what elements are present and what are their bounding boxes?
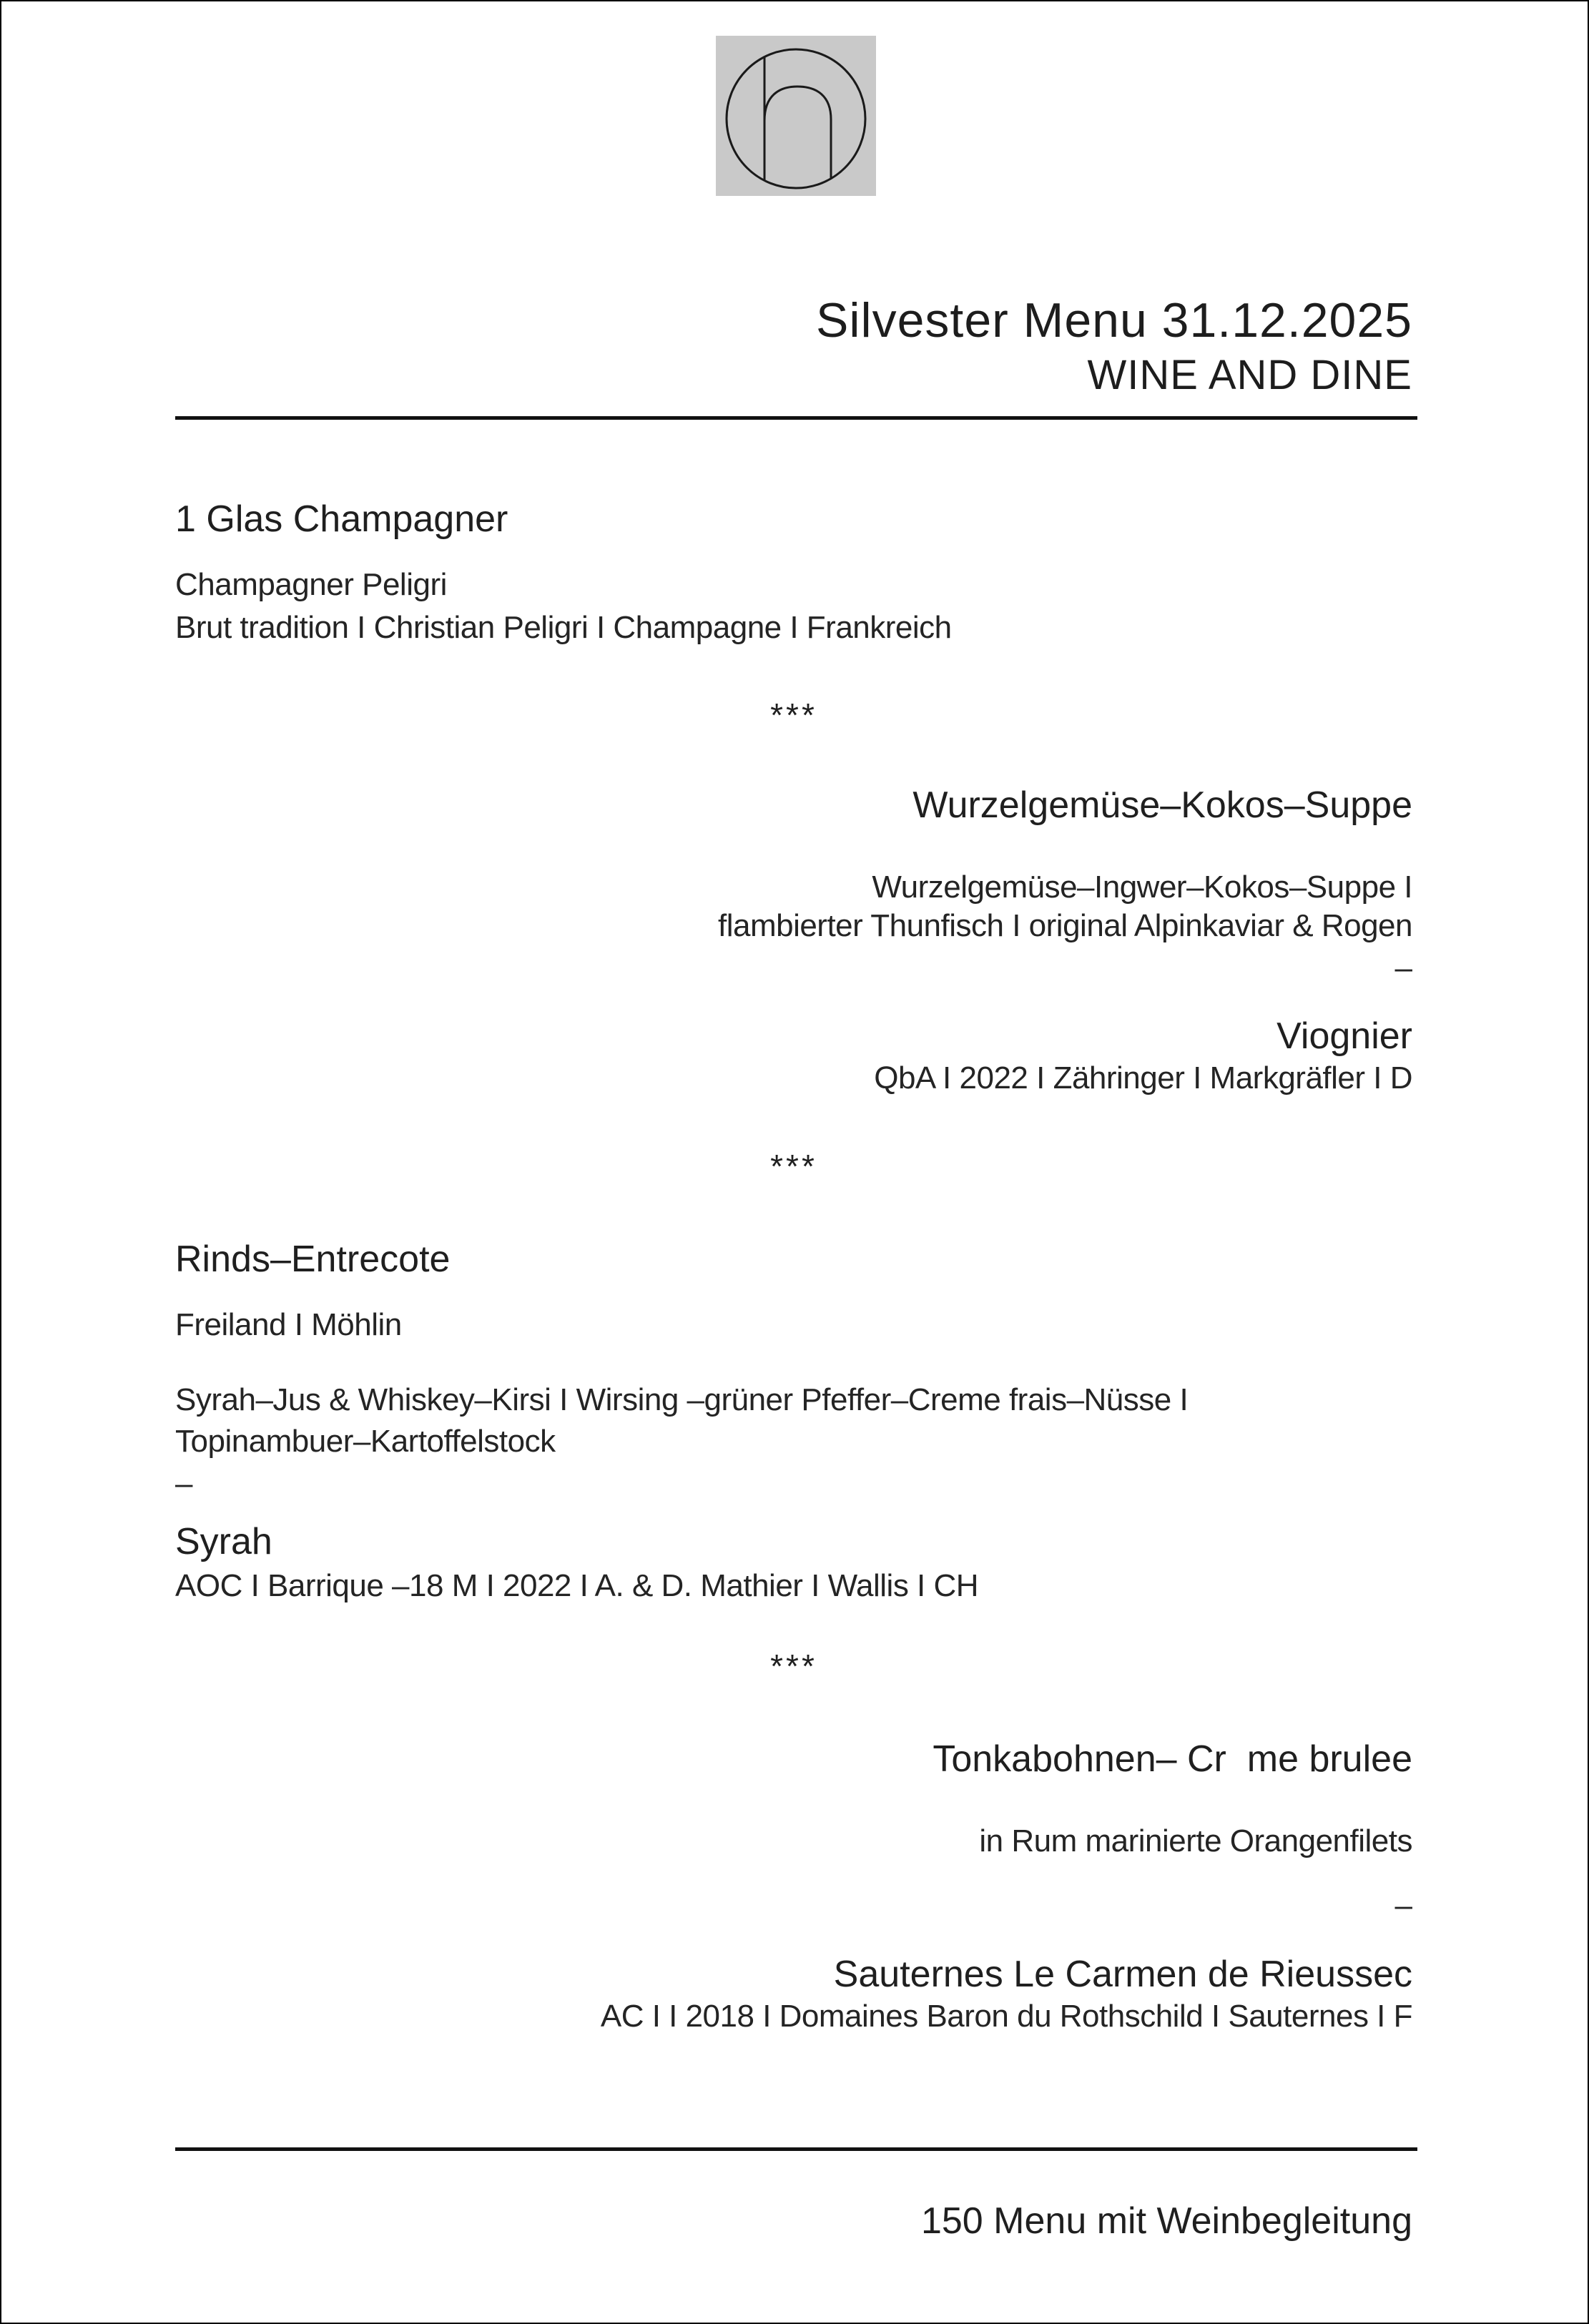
starter-heading: Wurzelgemüse–Kokos–Suppe	[912, 784, 1412, 826]
logo-h-icon	[716, 36, 876, 196]
dessert-wine-details: AC I I 2018 I Domaines Baron du Rothschild I Sauternes I F	[600, 1999, 1412, 2034]
dessert-dash: –	[1394, 1888, 1412, 1923]
stars-separator-2: ***	[770, 1148, 817, 1185]
main-heading: Rinds–Entrecote	[175, 1239, 451, 1280]
page-subtitle: WINE AND DINE	[1087, 352, 1412, 398]
main-dash: –	[175, 1466, 193, 1501]
header-rule	[175, 416, 1417, 420]
stars-separator-1: ***	[770, 696, 817, 734]
starter-description-line2: flambierter Thunfisch I original Alpinkaviar & Rogen	[717, 908, 1412, 943]
aperitif-producer: Champagner Peligri	[175, 567, 447, 602]
main-description-line1: Syrah–Jus & Whiskey–Kirsi I Wirsing –grüner Pfeffer–Creme frais–Nüsse I	[175, 1382, 1189, 1417]
starter-wine: Viognier	[1276, 1015, 1412, 1057]
footer-price-line: 150 Menu mit Weinbegleitung	[920, 2200, 1412, 2242]
main-wine-details: AOC I Barrique –18 M I 2022 I A. & D. Mathier I Wallis I CH	[175, 1568, 979, 1603]
footer-rule	[175, 2147, 1417, 2151]
main-wine: Syrah	[175, 1521, 272, 1562]
logo	[716, 36, 876, 196]
main-origin: Freiland I Möhlin	[175, 1307, 402, 1342]
starter-dash: –	[1394, 950, 1412, 985]
stars-separator-3: ***	[770, 1648, 817, 1685]
starter-description-line1: Wurzelgemüse–Ingwer–Kokos–Suppe I	[872, 870, 1412, 905]
aperitif-details: Brut tradition I Christian Peligri I Champagne I Frankreich	[175, 610, 952, 645]
page-title: Silvester Menu 31.12.2025	[816, 293, 1412, 348]
main-description-line2: Topinambuer–Kartoffelstock	[175, 1424, 556, 1459]
dessert-heading: Tonkabohnen– Cr me brulee	[933, 1738, 1412, 1780]
starter-wine-details: QbA I 2022 I Zähringer I Markgräfler I D	[874, 1060, 1412, 1095]
dessert-description: in Rum marinierte Orangenfilets	[979, 1823, 1412, 1858]
dessert-wine: Sauternes Le Carmen de Rieussec	[833, 1954, 1412, 1995]
aperitif-heading: 1 Glas Champagner	[175, 498, 508, 540]
